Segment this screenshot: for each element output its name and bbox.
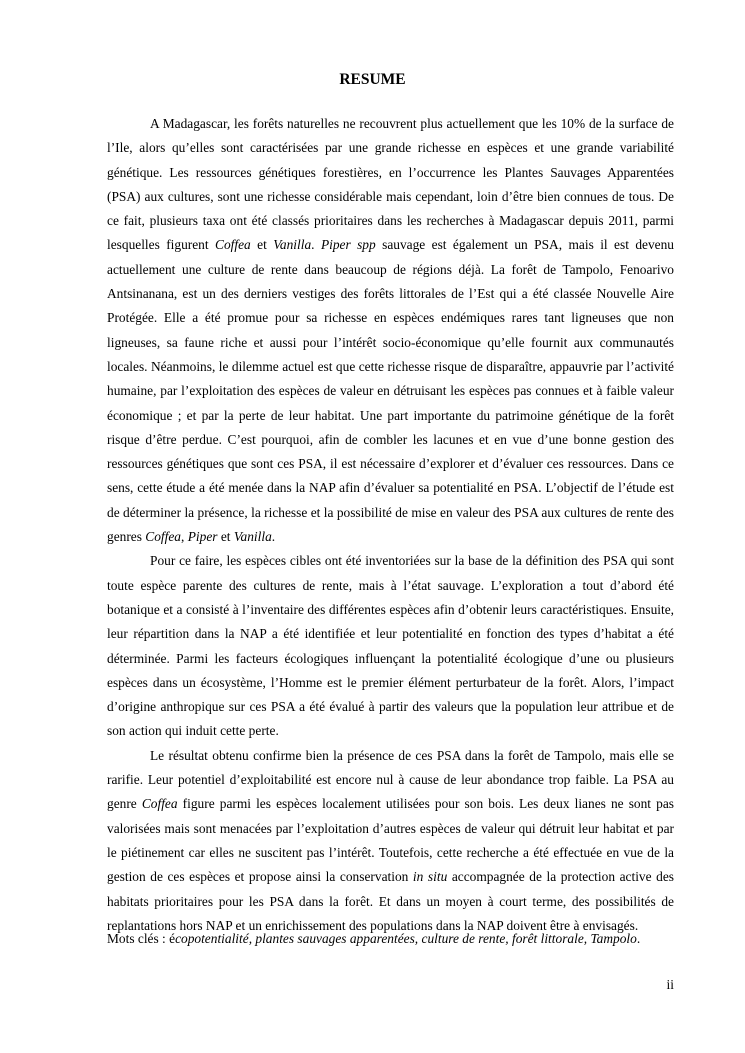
abstract-body bbox=[107, 112, 674, 938]
p3-text-2: figure parmi les espèces localement utilisées pour son bois. Les deux lianes ne sont pas valorisées mais sont menacées par l’exploitation d’autres espèces de valeur qui détruit leur habitat et par le piétinement car elles ne suscitent pas l’intérêt. Toutefois, cette recherche a été effectuée en vue de la gestion de ces espèces et propose ainsi la conservation bbox=[107, 796, 674, 885]
p1-text-1: A Madagascar, les forêts naturelles ne recouvrent plus actuellement que les 10% de la surface de l’Ile, alors qu’elles sont caractérisées par une grande richesse en espèces et une grande variabilité génétique. Les ressources génétiques forestières, en l’occurrence les Plantes Sauvages Apparentées (PSA) aux cultures, sont une richesse considérable mais cependant, loin d’être bien connues de tous. De ce fait, plusieurs taxa ont été classés prioritaires dans les recherches à Madagascar depuis 2011, parmi lesquelles figurent bbox=[107, 116, 674, 253]
p3-in-situ-term: in situ bbox=[412, 869, 448, 885]
p1-text-4: sauvage est également un PSA, mais il est devenu actuellement une culture de rente dans beaucoup de régions déjà. La forêt de Tampolo, Fenoarivo Antsinanana, est un des derniers vestiges des forêts littorales de l’Est qui a été classée Nouvelle Aire Protégée. Elle a été promue pour sa richesse en espèces endémiques rares tant ligneuses que non ligneuses, sa faune riche et aussi pour l’intérêt socio-économique qu’elle fournit aux communautés locales. Néanmoins, le dilemme actuel est que cette richesse risque de disparaître, appauvrie par l’activité humaine, par l’exploitation des espèces de valeur en détruisant les espèces pas connues et à faible valeur économique ; et par la perte de leur habitat. Une part importante du patrimoine génétique de la forêt risque d’être perdue. C’est pourquoi, afin de combler les lacunes et en vue d’une bonne gestion des ressources génétiques que sont ces PSA, il est nécessaire d’explorer et d’évaluer ces ressources. Dans ce sens, cette étude a été menée dans la NAP afin d’évaluer sa potentialité en PSA. L’objectif de l’étude est de déterminer la présence, la richesse et la possibilité de mise en valeur des PSA aux cultures de rente des genres bbox=[107, 237, 674, 545]
p1-text-3: . bbox=[311, 237, 321, 253]
p1-coffea-term: Coffea bbox=[215, 237, 251, 253]
keywords-line bbox=[107, 928, 674, 950]
paragraph-1 bbox=[107, 112, 674, 549]
page-number: ii bbox=[666, 977, 674, 992]
p1-text-5: , bbox=[181, 529, 188, 545]
p3-text-1: Le résultat obtenu confirme bien la présence de ces PSA dans la forêt de Tampolo, mais elle se rarifie. Leur potentiel d’exploitabilité est encore nul à cause de leur abondance trop faible. La PSA au genre bbox=[107, 747, 674, 812]
paragraph-3 bbox=[107, 744, 674, 938]
keywords-label: Mots clés : é bbox=[107, 931, 176, 946]
p1-piper-spp-term: Piper spp bbox=[320, 237, 376, 253]
p3-text-3: accompagnée de la protection active des habitats prioritaires pour les PSA dans la forêt. Et dans un moyen à court terme, des possibilités de replantations hors NAP et un enrichissement des populations dans la NAP doivent être à envisagés. bbox=[107, 869, 674, 933]
p1-coffea-term-2: Coffea bbox=[145, 529, 182, 545]
paragraph-2: Pour ce faire, les espèces cibles ont été inventoriées sur la base de la définition des PSA qui sont toute espèce parente des cultures de rente, mais à l’état sauvage. L’exploration a tout d’abord été botanique et a consisté à l’inventaire des différentes espèces afin d’obtenir leurs caractéristiques. Ensuite, leur répartition dans la NAP a été identifiée et leur potentialité en fonction des types d’habitat a été déterminée. Parmi les facteurs écologiques influençant la potentialité écologique d’une ou plusieurs espèces dans un écosystème, l’Homme est le premier élément perturbateur de la forêt. Alors, l’impact d’origine anthropique sur ces PSA a été évalué à partir des valeurs que la population leur attribue et de son action qui induit cette perte. bbox=[107, 553, 674, 739]
p1-text-2: et bbox=[250, 237, 274, 253]
p1-vanilla-term: Vanilla bbox=[273, 237, 312, 253]
keywords-terms: copotentialité, plantes sauvages apparentées, culture de rente, forêt littorale, Tampolo bbox=[175, 931, 637, 946]
keywords-end: . bbox=[636, 931, 641, 946]
p1-text-7: . bbox=[271, 529, 276, 545]
page-title: RESUME bbox=[339, 71, 406, 88]
p1-vanilla-term-2: Vanilla bbox=[233, 529, 272, 545]
p1-text-6: et bbox=[217, 529, 234, 545]
p3-coffea-term: Coffea bbox=[141, 796, 178, 812]
p1-piper-term: Piper bbox=[187, 529, 218, 545]
